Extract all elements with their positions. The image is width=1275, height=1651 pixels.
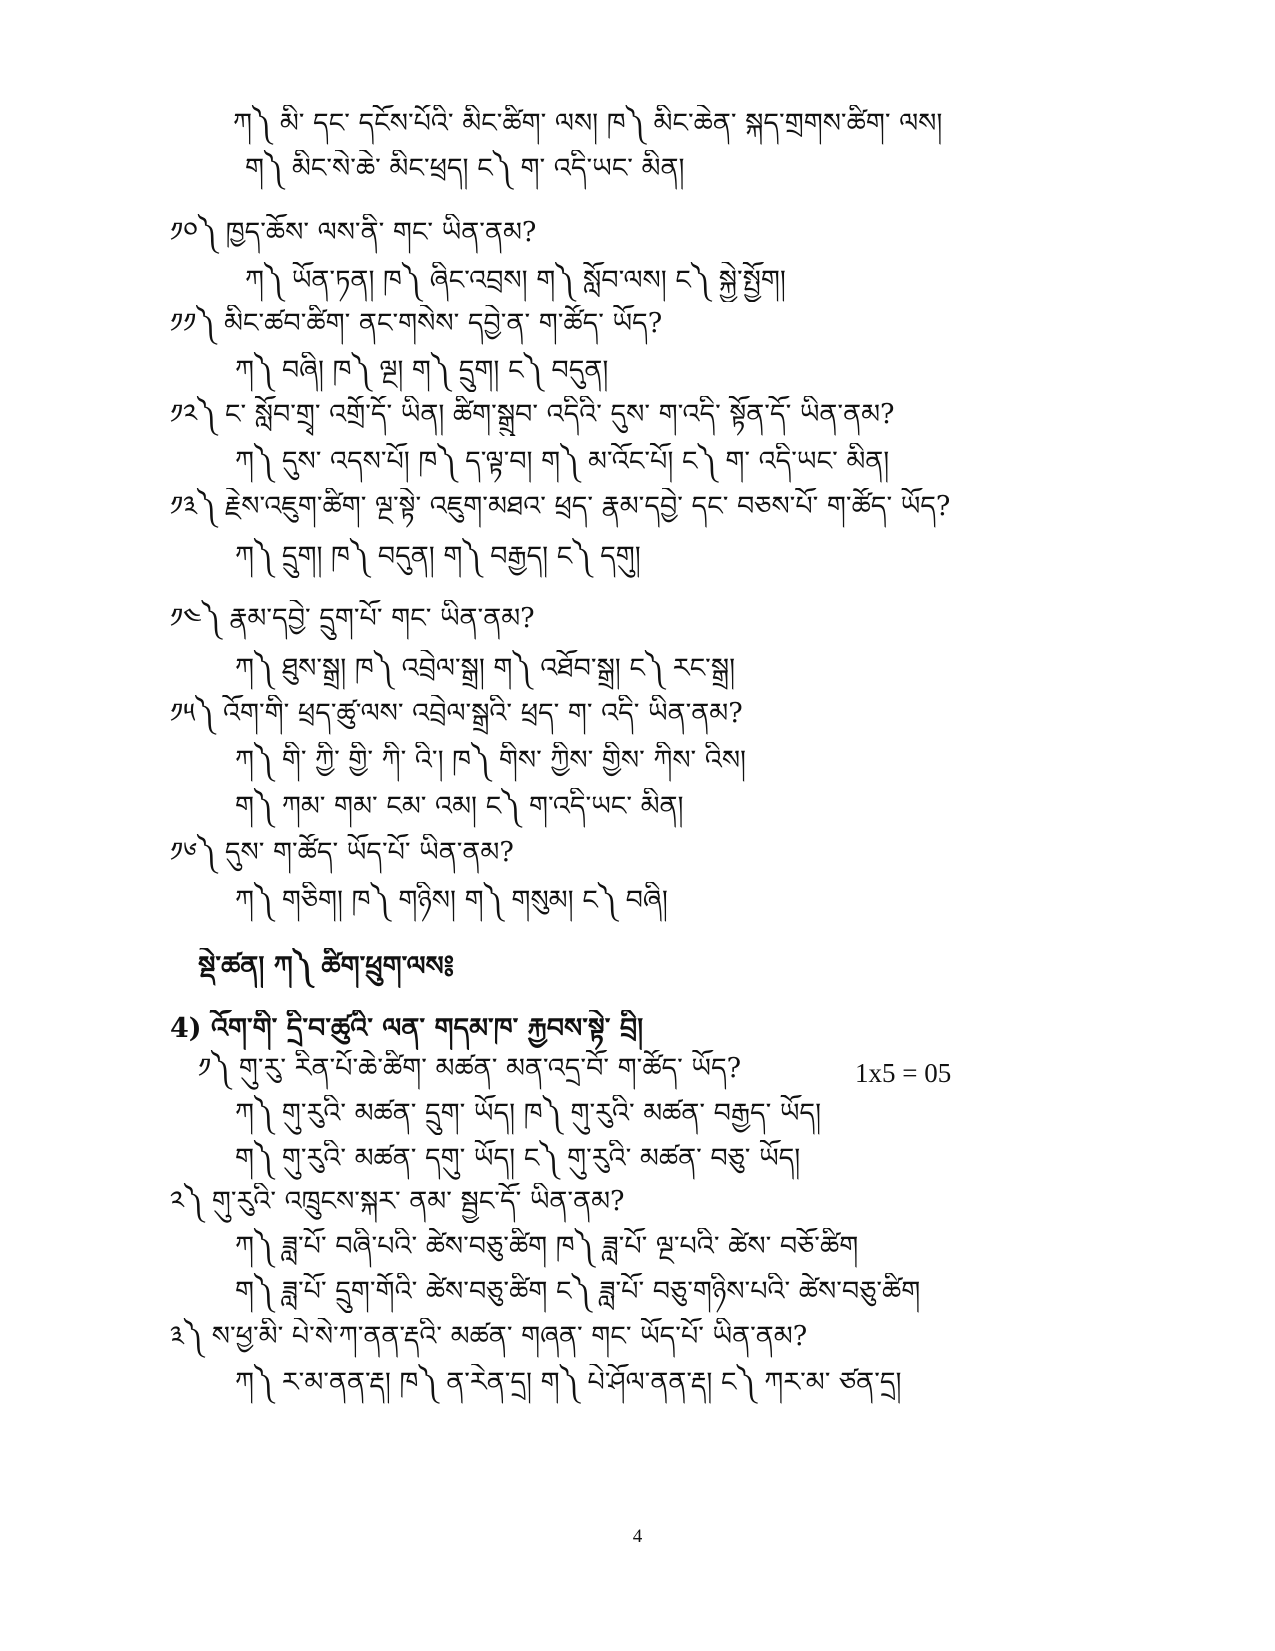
question-11: ༡༡༽ མིང་ཚབ་ཚིག་ ནང་གསེས་ དབྱེ་ན་ ག་ཚོད་ ཡོད? — [170, 308, 663, 339]
page-number: 4 — [632, 1526, 643, 1547]
section-heading: སྡེ་ཚན། ཀ༽ ཚིག་ཕྲུག་ལས༔ — [198, 951, 454, 982]
option-line: ཀ༽ དུས་ འདས་པོ། ཁ༽ ད་ལྟ་བ། ག༽ མ་འོང་པོ། ང༽ ག་ འདི་ཡང་ མིན། — [235, 446, 890, 477]
option-line: ག༽ གུ་རུའི་ མཚན་ དགུ་ ཡོད། ང༽ གུ་རུའི་ མཚན་ བཅུ་ ཡོད། — [235, 1143, 801, 1174]
question-12: ༡༢༽ ང་ སློབ་གྲྭ་ འགྲོ་དོ་ ཡིན། ཚིག་སྒྲུབ་ འདིའི་ དུས་ ག་འདི་ སྟོན་དོ་ ཡིན་ནམ? — [170, 399, 895, 430]
option-line: ཀ༽ ཡོན་ཏན། ཁ༽ ཞིང་འབྲས། ག༽ སློབ་ལས། ང༽ སྐྱེ་སྤྱོག། — [245, 265, 786, 296]
option-line: ག༽ ཀམ་ གམ་ ངམ་ འམ། ང༽ ག་འདི་ཡང་ མིན། — [235, 791, 684, 822]
option-line: ག༽ མིང་སེ་ཆེ་ མིང་ཕྲད། ང༽ ག་ འདི་ཡང་ མིན། — [245, 153, 685, 184]
question-16: ༡༦༽ དུས་ ག་ཚོད་ ཡོད་པོ་ ཡིན་ནམ? — [170, 837, 514, 868]
option-line: ཀ༽ གི་ ཀྱི་ གྱི་ ཀི་ འི་། ཁ༽ གིས་ ཀྱིས་ གྱིས་ ཀིས་ འིས། — [235, 745, 747, 776]
option-line: ཀ༽ གཅིག། ཁ༽ གཉིས། ག༽ གསུམ། ང༽ བཞི། — [235, 885, 668, 916]
option-line: ཀ༽ དྲུག། ཁ༽ བདུན། ག༽ བརྒྱད། ང༽ དགུ། — [235, 541, 641, 572]
question-4-label: 4) འོག་གི་ དྲི་བ་ཚུའི་ ལན་ གདམ་ཁ་ རྐྱབས་སྟེ་ བྲི། — [170, 1013, 644, 1044]
option-line: ཀ༽ མི་ དང་ དངོས་པོའི་ མིང་ཚིག་ ལས། ཁ༽ མིང་ཆེན་ སྐད་གྲགས་ཚིག་ ལས། — [233, 108, 943, 139]
marks-allocation: 1x5 = 05 — [855, 1058, 952, 1088]
question-14: ༡༤༽ རྣམ་དབྱེ་ དྲུག་པོ་ གང་ ཡིན་ནམ? — [170, 603, 535, 634]
option-line: ག༽ ཟླ་པོ་ དྲུག་གོའི་ ཚེས་བཅུ་ཚིག ང༽ ཟླ་པོ་ བཅུ་གཉིས་པའི་ ཚེས་བཅུ་ཚིག — [235, 1276, 921, 1307]
option-line: ཀ༽ ཟླ་པོ་ བཞི་པའི་ ཚེས་བཅུ་ཚིག ཁ༽ ཟླ་པོ་ ལྔ་པའི་ ཚེས་ བཅོ་ཚིག — [235, 1231, 859, 1262]
option-line: ཀ༽ བཞི། ཁ༽ ལྔ། ག༽ དྲུག། ང༽ བདུན། — [235, 355, 609, 386]
question-13: ༡༣༽ རྗེས་འཇུག་ཚིག་ ལྔ་སྟེ་ འཇུག་མཐའ་ ཕྲད་ རྣམ་དབྱེ་ དང་ བཅས་པོ་ ག་ཚོད་ ཡོད? — [170, 491, 951, 522]
question-4-2: ༢༽ གུ་རུའི་ འཁྲུངས་སྐར་ ནམ་ སྦྱང་དོ་ ཡིན་ནམ? — [170, 1186, 625, 1217]
question-4-3: ༣༽ ས་ཕྱ་མི་ པེ་སེ་ཀ་ནན་རྡའི་ མཚན་ གཞན་ གང་ ཡོད་པོ་ ཡིན་ནམ? — [170, 1321, 808, 1352]
question-4-1: ༡༽ གུ་རུ་ རིན་པོ་ཆེ་ཚིག་ མཚན་ མན་འདྲ་བོ་ ག་ཚོད་ ཡོད? — [198, 1053, 742, 1084]
option-line: ཀ༽ ཐུས་སྒྲ། ཁ༽ འབྲེལ་སྒྲ། ག༽ འཐོབ་སྒྲ། ང༽ རང་སྒྲ། — [235, 653, 736, 684]
question-10: ༡༠༽ ཁྱད་ཆོས་ ལས་ནི་ གང་ ཡིན་ནམ? — [170, 217, 537, 248]
question-15: ༡༥༽ འོག་གི་ ཕྲད་ཚུ་ལས་ འབྲེལ་སྒྲའི་ ཕྲད་ ག་ འདི་ ཡིན་ནམ? — [170, 698, 743, 729]
option-line: ཀ༽ ར་མ་ནན་རྡ། ཁ༽ ན་རེན་དྲ། ག༽ པེ་ཤོལ་ནན་རྡ། ང༽ ཀར་མ་ ཙན་དྲ། — [235, 1367, 902, 1398]
option-line: ཀ༽ གུ་རུའི་ མཚན་ དྲུག་ ཡོད། ཁ༽ གུ་རུའི་ མཚན་ བརྒྱད་ ཡོད། — [235, 1098, 822, 1129]
